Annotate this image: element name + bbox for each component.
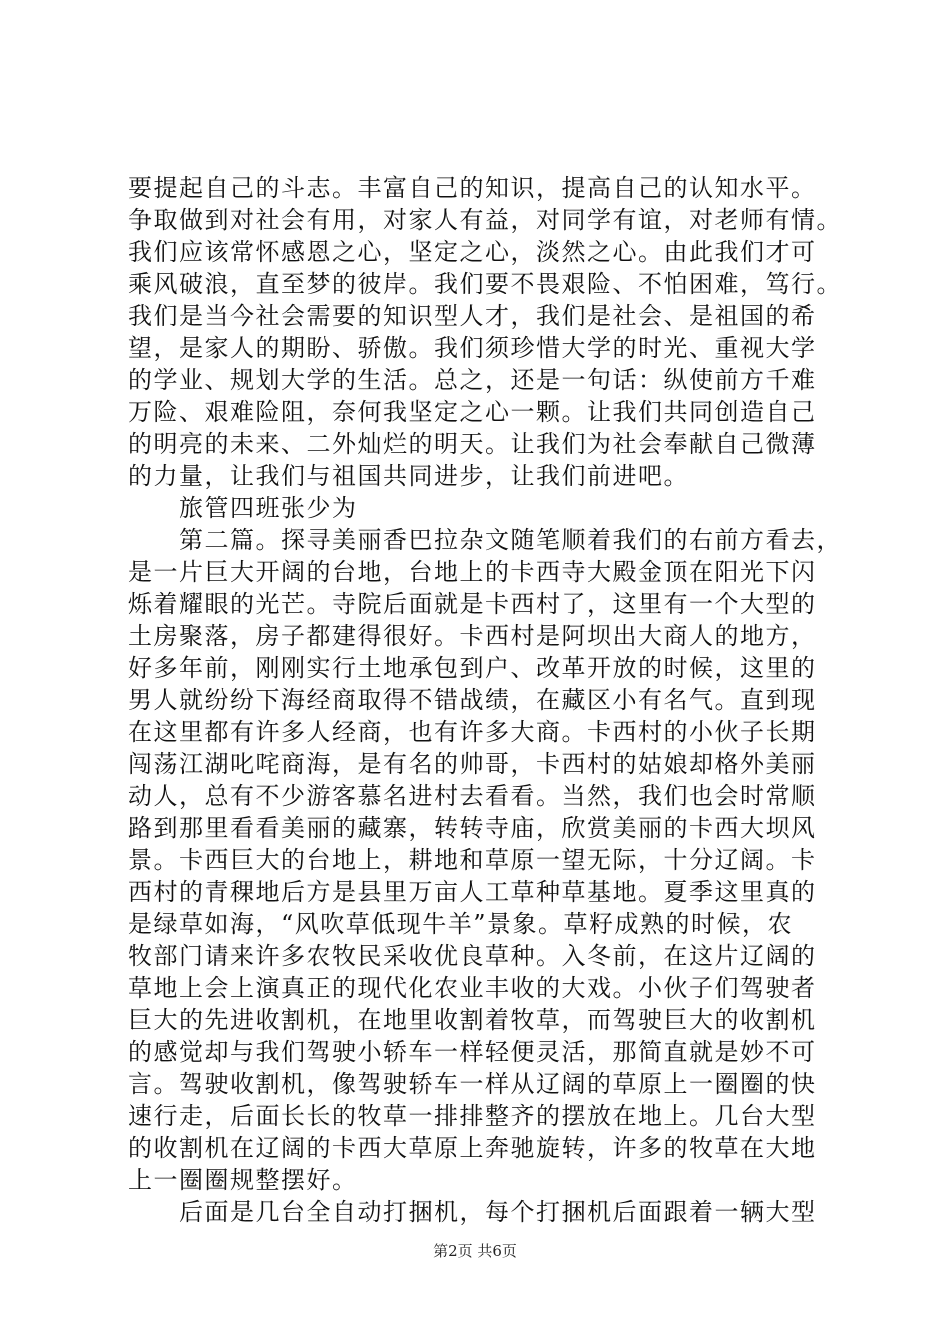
text-line: 是一片巨大开阔的台地，台地上的卡西寺大殿金顶在阳光下闪 bbox=[128, 558, 817, 586]
text-line: 争取做到对社会有用，对家人有益，对同学有谊，对老师有情。 bbox=[128, 206, 842, 234]
text-line: 男人就纷纷下海经商取得不错战绩，在藏区小有名气。直到现 bbox=[128, 686, 817, 714]
text-line: 牧部门请来许多农牧民采收优良草种。入冬前，在这片辽阔的 bbox=[128, 942, 817, 970]
text-line: 的收割机在辽阔的卡西大草原上奔驰旋转，许多的牧草在大地 bbox=[128, 1134, 817, 1162]
text-line: 我们是当今社会需要的知识型人才，我们是社会、是祖国的希 bbox=[128, 302, 817, 330]
text-line: 上一圈圈规整摆好。 bbox=[128, 1166, 358, 1194]
text-line: 的学业、规划大学的生活。总之，还是一句话：纵使前方千难 bbox=[128, 366, 817, 394]
text-line: 速行走，后面长长的牧草一排排整齐的摆放在地上。几台大型 bbox=[128, 1102, 817, 1130]
text-line: 后面是几台全自动打捆机，每个打捆机后面跟着一辆大型 bbox=[128, 1198, 817, 1226]
text-line: 草地上会上演真正的现代化农业丰收的大戏。小伙子们驾驶者 bbox=[128, 974, 817, 1002]
text-line: 景。卡西巨大的台地上，耕地和草原一望无际，十分辽阔。卡 bbox=[128, 846, 817, 874]
text-line: 言。驾驶收割机，像驾驶轿车一样从辽阔的草原上一圈圈的快 bbox=[128, 1070, 817, 1098]
text-line: 西村的青稞地后方是县里万亩人工草种草基地。夏季这里真的 bbox=[128, 878, 817, 906]
text-line: 望，是家人的期盼、骄傲。我们须珍惜大学的时光、重视大学 bbox=[128, 334, 817, 362]
text-line: 第二篇。探寻美丽香巴拉杂文随笔顺着我们的右前方看去， bbox=[128, 526, 842, 554]
text-line: 动人，总有不少游客慕名进村去看看。当然，我们也会时常顺 bbox=[128, 782, 817, 810]
text-line: 是绿草如海，“风吹草低现牛羊”景象。草籽成熟的时候，农 bbox=[128, 910, 794, 938]
text-line: 的明亮的未来、二外灿烂的明天。让我们为社会奉献自己微薄 bbox=[128, 430, 817, 458]
page-footer: 第2页 共6页 bbox=[433, 1242, 517, 1260]
text-line: 闯荡江湖叱咤商海，是有名的帅哥，卡西村的姑娘却格外美丽 bbox=[128, 750, 817, 778]
text-line: 旅管四班张少为 bbox=[128, 494, 358, 522]
body-text bbox=[128, 172, 848, 1228]
text-line: 乘风破浪，直至梦的彼岸。我们要不畏艰险、不怕困难，笃行。 bbox=[128, 270, 842, 298]
text-line: 烁着耀眼的光芒。寺院后面就是卡西村了，这里有一个大型的 bbox=[128, 590, 817, 618]
text-line: 万险、艰难险阻，奈何我坚定之心一颗。让我们共同创造自己 bbox=[128, 398, 817, 426]
text-line: 要提起自己的斗志。丰富自己的知识，提高自己的认知水平。 bbox=[128, 174, 817, 202]
text-line: 的力量，让我们与祖国共同进步，让我们前进吧。 bbox=[128, 462, 689, 490]
text-line: 巨大的先进收割机，在地里收割着牧草，而驾驶巨大的收割机 bbox=[128, 1006, 817, 1034]
text-line: 路到那里看看美丽的藏寨，转转寺庙，欣赏美丽的卡西大坝风 bbox=[128, 814, 817, 842]
text-line: 我们应该常怀感恩之心，坚定之心，淡然之心。由此我们才可 bbox=[128, 238, 817, 266]
text-line: 的感觉却与我们驾驶小轿车一样轻便灵活，那简直就是妙不可 bbox=[128, 1038, 817, 1066]
text-line: 在这里都有许多人经商，也有许多大商。卡西村的小伙子长期 bbox=[128, 718, 817, 746]
text-line: 好多年前，刚刚实行土地承包到户、改革开放的时候，这里的 bbox=[128, 654, 817, 682]
text-line: 土房聚落，房子都建得很好。卡西村是阿坝出大商人的地方， bbox=[128, 622, 817, 650]
